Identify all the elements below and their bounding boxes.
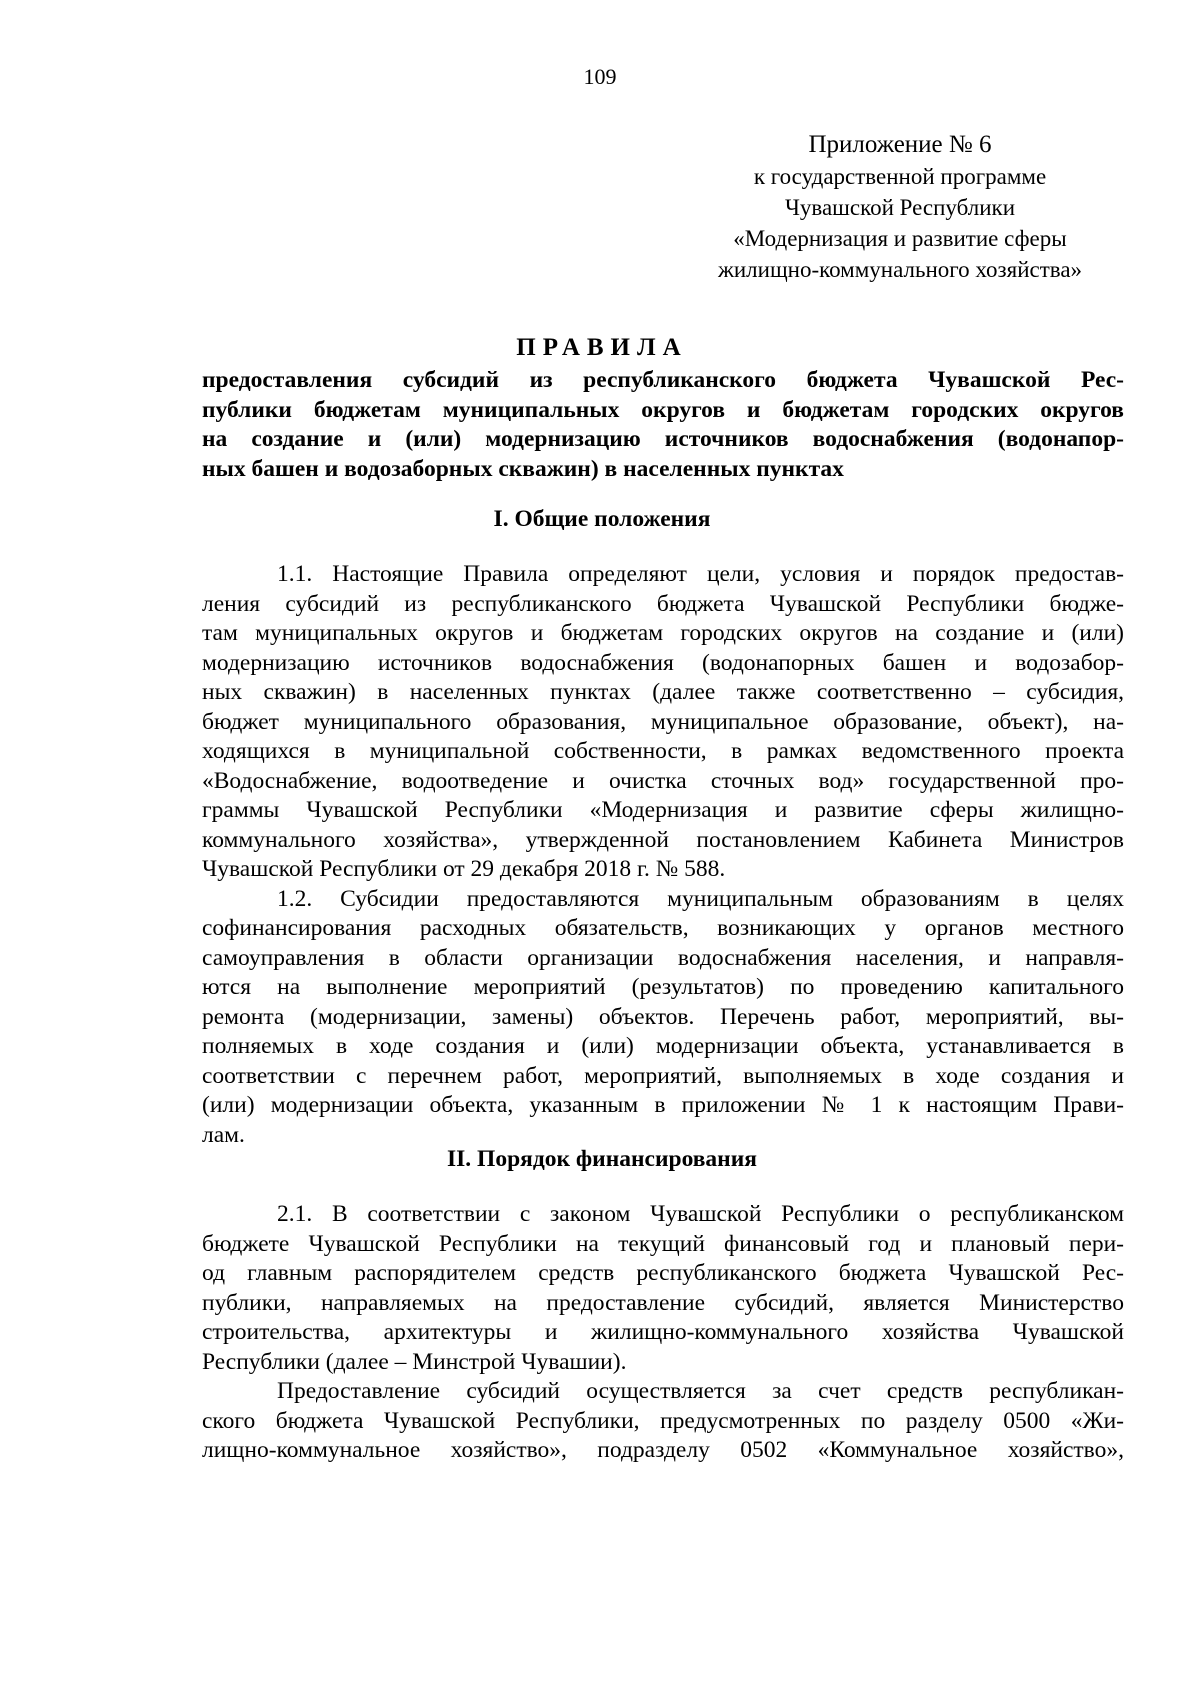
subtitle-line: публики бюджетам муниципальных округов и бюджетам городских округов xyxy=(202,396,1124,423)
paragraph-line: лам. xyxy=(202,1121,245,1148)
paragraph-line: модернизацию источников водоснабжения (водонапорных башен и водозабор- xyxy=(202,649,1124,676)
paragraph-line: ремонта (модернизации, замены) объектов. Перечень работ, мероприятий, вы- xyxy=(202,1003,1124,1030)
paragraph-line: ных скважин) в населенных пунктах (далее также соответственно – субсидия, xyxy=(202,679,1124,705)
appendix-block xyxy=(640,128,1160,285)
paragraph-line: «Водоснабжение, водоотведение и очистка сточных вод» государственной про- xyxy=(202,767,1124,794)
paragraph-line: Чувашской Республики от 29 декабря 2018 г. № 588. xyxy=(202,856,726,882)
section-heading-2: II. Порядок финансирования xyxy=(447,1146,757,1172)
document-subtitle xyxy=(202,366,1124,484)
paragraph-line: софинансирования расходных обязательств, возникающих у органов местного xyxy=(202,915,1124,941)
paragraph-line: коммунального хозяйства», утвержденной постановлением Кабинета Министров xyxy=(202,826,1124,853)
appendix-line: Приложение № 6 xyxy=(808,131,992,158)
section-1-body xyxy=(202,560,1124,1150)
paragraph-line: бюджет муниципального образования, муниципальное образование, объект), на- xyxy=(202,708,1124,735)
paragraph-line: бюджете Чувашской Республики на текущий финансовый год и плановый пери- xyxy=(202,1230,1124,1257)
subtitle-line: на создание и (или) модернизацию источников водоснабжения (водонапор- xyxy=(202,426,1124,452)
paragraph-line: соответствии с перечнем работ, мероприятий, выполняемых в ходе создания и xyxy=(202,1062,1124,1089)
document-title: ПРАВИЛА xyxy=(516,334,688,361)
paragraph-line: ходящихся в муниципальной собственности, в рамках ведомственного проекта xyxy=(202,738,1124,764)
appendix-line: к государственной программе xyxy=(753,164,1047,189)
section-heading-1: I. Общие положения xyxy=(493,506,711,532)
paragraph-line: ского бюджета Чувашской Республики, предусмотренных по разделу 0500 «Жи- xyxy=(202,1407,1124,1434)
paragraph-line: строительства, архитектуры и жилищно-коммунального хозяйства Чувашской xyxy=(202,1319,1124,1345)
paragraph-line: там муниципальных округов и бюджетам городских округов на создание и (или) xyxy=(202,620,1124,646)
page-number: 109 xyxy=(583,64,617,89)
paragraph-line: граммы Чувашской Республики «Модернизация и развитие сферы жилищно- xyxy=(202,797,1124,823)
paragraph-line: од главным распорядителем средств республиканского бюджета Чувашской Рес- xyxy=(202,1260,1124,1286)
paragraph-line: ления субсидий из республиканского бюджета Чувашской Республики бюдже- xyxy=(202,590,1124,617)
paragraph-line: лищно-коммунальное хозяйство», подразделу 0502 «Коммунальное хозяйство», xyxy=(202,1437,1124,1463)
appendix-line: «Модернизация и развитие сферы xyxy=(733,226,1067,251)
paragraph-line: 2.1. В соответствии с законом Чувашской Республики о республиканском xyxy=(277,1201,1124,1227)
paragraph-line: Предоставление субсидий осуществляется за счет средств республикан- xyxy=(277,1378,1124,1404)
section-2-body xyxy=(202,1200,1124,1466)
paragraph-line: ются на выполнение мероприятий (результатов) по проведению капитального xyxy=(202,974,1124,1000)
paragraph-line: Республики (далее – Минстрой Чувашии). xyxy=(202,1348,627,1375)
paragraph-line: самоуправления в области организации водоснабжения населения, и направля- xyxy=(202,944,1124,971)
subtitle-line: ных башен и водозаборных скважин) в населенных пунктах xyxy=(202,455,844,482)
appendix-line: жилищно-коммунального хозяйства» xyxy=(717,257,1083,282)
subtitle-line: предоставления субсидий из республиканского бюджета Чувашской Рес- xyxy=(202,367,1124,393)
paragraph-line: (или) модернизации объекта, указанным в приложении № 1 к настоящим Прави- xyxy=(202,1092,1124,1118)
paragraph-line: полняемых в ходе создания и (или) модернизации объекта, устанавливается в xyxy=(202,1033,1124,1059)
paragraph-line: публики, направляемых на предоставление субсидий, является Министерство xyxy=(202,1289,1124,1316)
paragraph-line: 1.2. Субсидии предоставляются муниципальным образованиям в целях xyxy=(277,885,1124,912)
paragraph-line: 1.1. Настоящие Правила определяют цели, условия и порядок предостав- xyxy=(277,561,1124,587)
appendix-line: Чувашской Республики xyxy=(784,195,1016,220)
